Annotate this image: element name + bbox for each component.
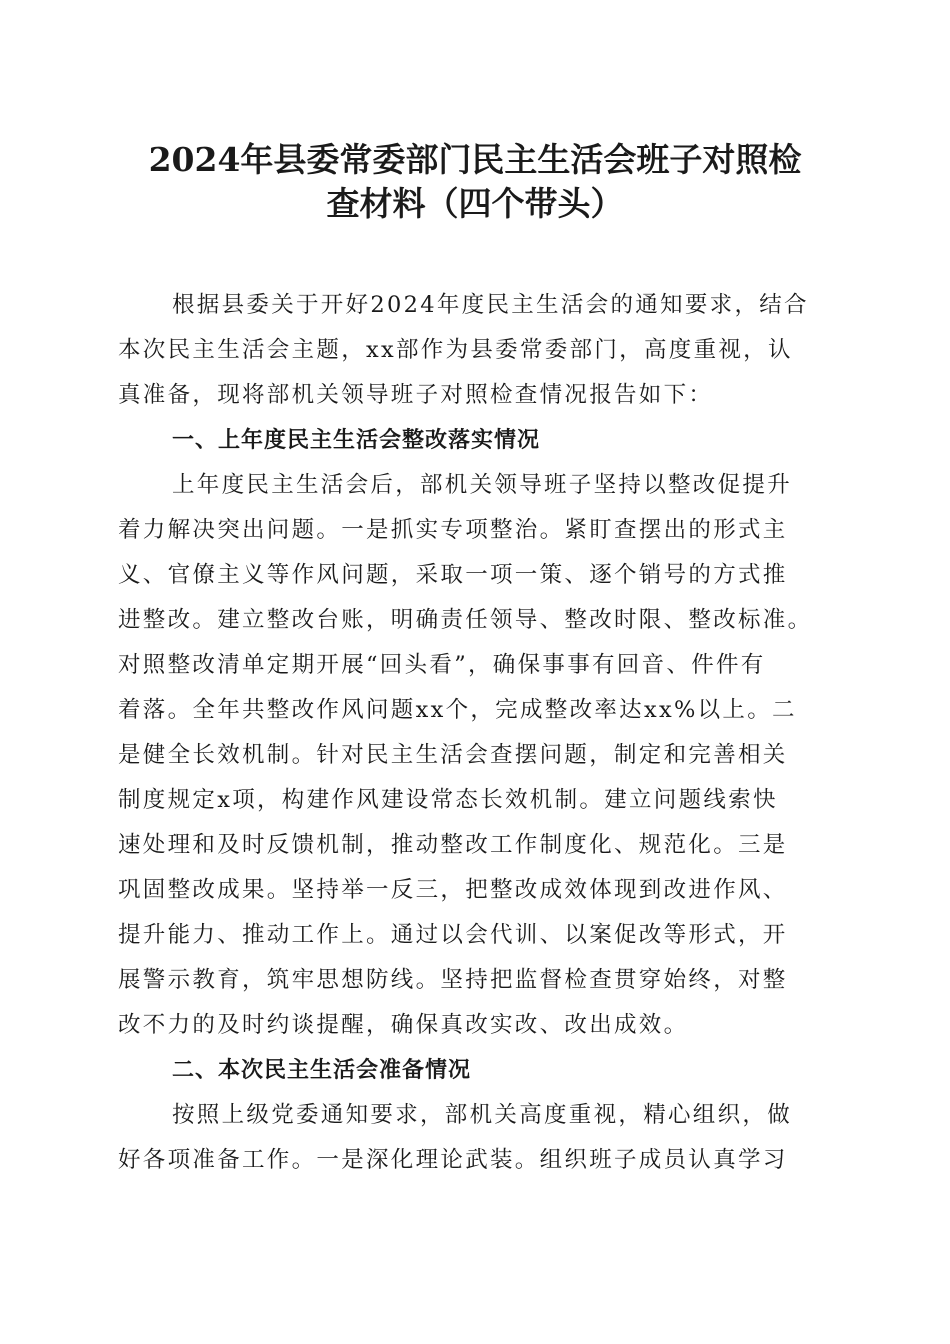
section-1-heading: 一、上年度民主生活会整改落实情况 [172,428,541,453]
section-1-line: 制度规定x项，构建作风建设常态长效机制。建立问题线索快 [118,787,778,813]
section-1-line: 改不力的及时约谈提醒，确保真改实改、改出成效。 [118,1012,689,1038]
document-title [100,138,850,226]
section-1-line: 着落。全年共整改作风问题xx个，完成整改率达xx%以上。二 [118,697,797,723]
section-2-line: 按照上级党委通知要求，部机关高度重视，精心组织，做 [172,1102,793,1128]
section-1-line: 义、官僚主义等作风问题，采取一项一策、逐个销号的方式推 [118,562,788,588]
document-body [118,283,833,1183]
section-1-line: 巩固整改成果。坚持举一反三，把整改成效体现到改进作风、 [118,877,788,903]
section-1-line: 速处理和及时反馈机制，推动整改工作制度化、规范化。三是 [118,832,788,858]
title-line-2: 查材料（四个带头） [326,184,624,223]
intro-line: 真准备，现将部机关领导班子对照检查情况报告如下： [118,382,714,408]
section-1-line: 展警示教育，筑牢思想防线。坚持把监督检查贯穿始终，对整 [118,967,788,993]
title-line-1: 2024年县委常委部门民主生活会班子对照检 [148,140,802,179]
section-1-line: 上年度民主生活会后，部机关领导班子坚持以整改促提升 [172,472,793,498]
intro-line: 本次民主生活会主题，xx部作为县委常委部门，高度重视，认 [118,337,793,363]
section-1-line: 着力解决突出问题。一是抓实专项整治。紧盯查摆出的形式主 [118,517,788,543]
section-1-line: 提升能力、推动工作上。通过以会代训、以案促改等形式，开 [118,922,788,948]
section-2-heading: 二、本次民主生活会准备情况 [172,1058,472,1083]
section-1-line: 是健全长效机制。针对民主生活会查摆问题，制定和完善相关 [118,742,788,768]
intro-line: 根据县委关于开好2024年度民主生活会的通知要求，结合 [172,292,809,318]
section-1-line: 进整改。建立整改台账，明确责任领导、整改时限、整改标准。 [118,607,813,633]
section-1-line: 对照整改清单定期开展“回头看”，确保事事有回音、件件有 [118,652,766,678]
section-2-line: 好各项准备工作。一是深化理论武装。组织班子成员认真学习 [118,1147,788,1173]
